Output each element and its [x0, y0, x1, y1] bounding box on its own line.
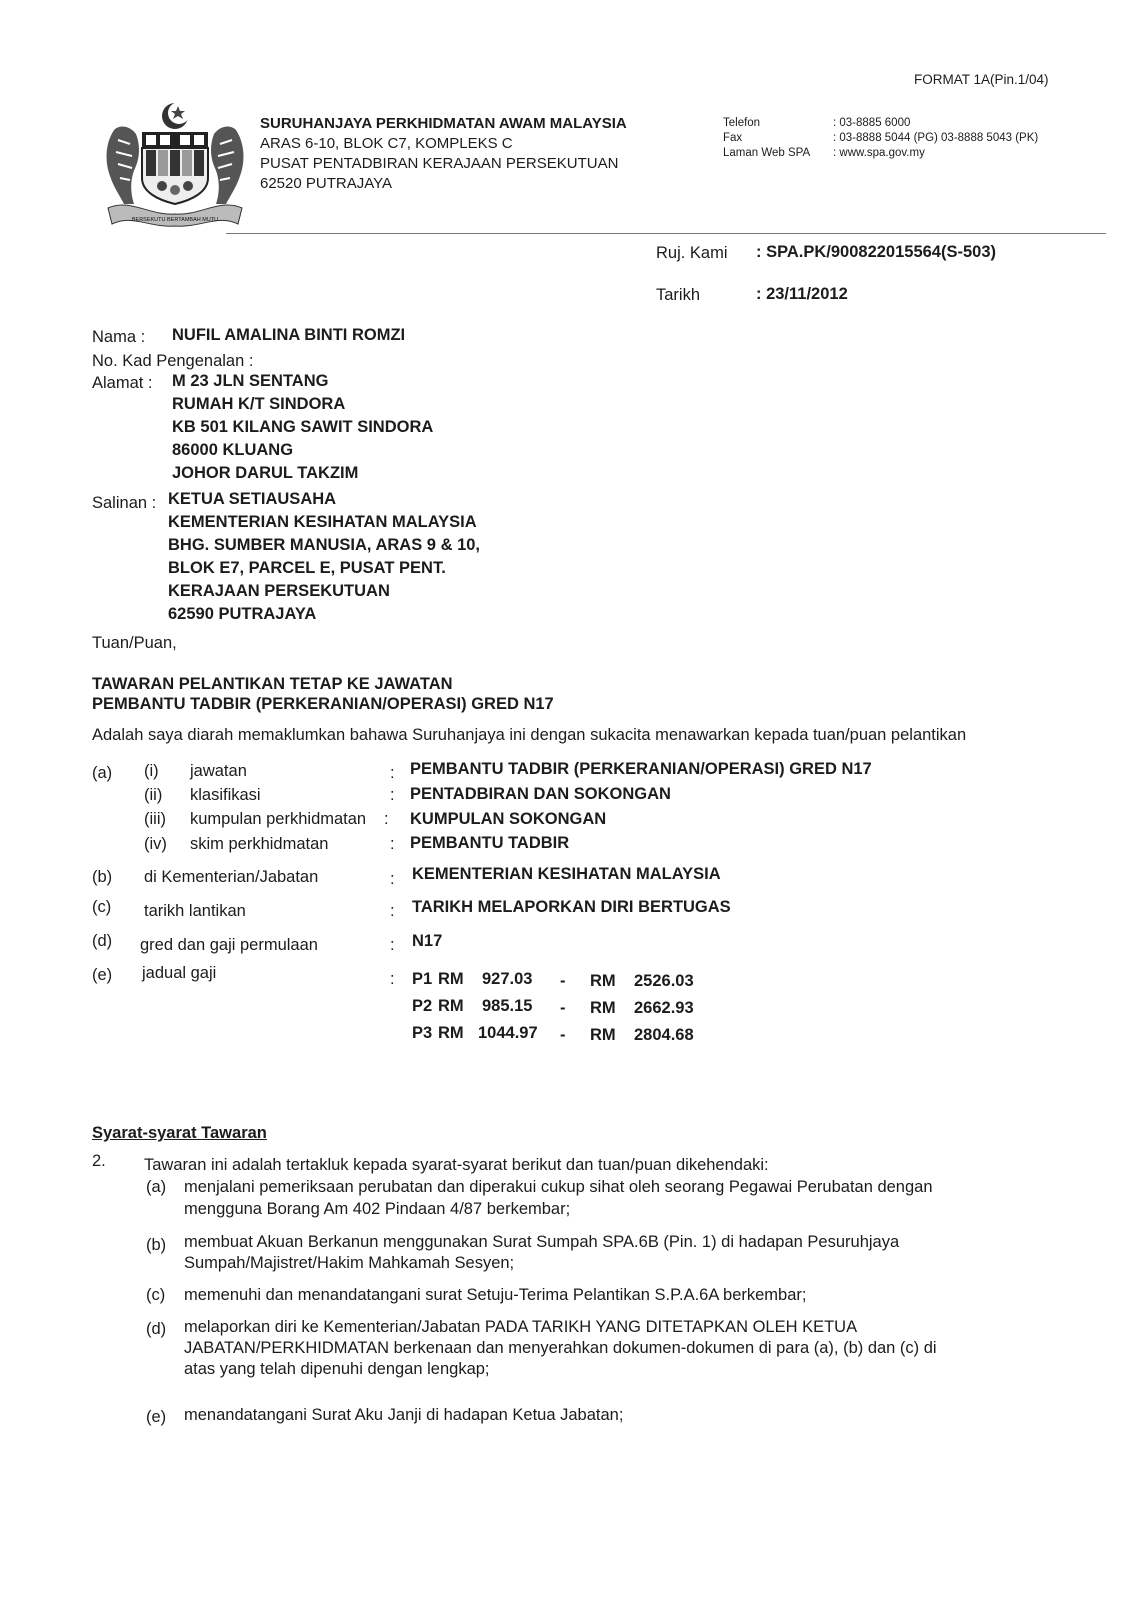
name-label: Nama : — [92, 328, 146, 346]
copy-line: KERAJAAN PERSEKUTUAN — [168, 582, 390, 600]
detail-label: jawatan — [190, 762, 247, 780]
detail-label: jadual gaji — [142, 964, 217, 982]
paragraph-text: Tawaran ini adalah tertakluk kepada syarat-syarat berikut dan tuan/puan dikehendaki: — [144, 1156, 769, 1174]
salary-currency: RM — [438, 997, 464, 1015]
detail-label: skim perkhidmatan — [190, 835, 329, 853]
contact-fax: : 03-8888 5044 (PG) 03-8888 5043 (PK) — [833, 132, 1039, 144]
detail-value: PEMBANTU TADBIR — [410, 834, 570, 852]
item-letter: (b) — [92, 868, 113, 886]
detail-colon: : — [384, 810, 389, 828]
date-value: : 23/11/2012 — [756, 285, 848, 303]
salary-currency: RM — [590, 1026, 616, 1044]
salary-currency: RM — [438, 970, 464, 988]
org-address-line: PUSAT PENTADBIRAN KERAJAAN PERSEKUTUAN — [260, 155, 619, 172]
item-letter: (e) — [92, 966, 113, 984]
condition-line: memenuhi dan menandatangani surat Setuju-Terima Pelantikan S.P.A.6A berkembar; — [184, 1286, 807, 1304]
salary-max: 2804.68 — [634, 1026, 694, 1044]
salary-currency: RM — [590, 999, 616, 1017]
condition-line: menjalani pemeriksaan perubatan dan diperakui cukup sihat oleh seorang Pegawai Perubatan dengan — [184, 1178, 933, 1196]
subject-line: TAWARAN PELANTIKAN TETAP KE JAWATAN — [92, 675, 453, 693]
address-line: M 23 JLN SENTANG — [172, 372, 329, 390]
motto-ribbon-icon — [108, 205, 242, 226]
recipient-name: NUFIL AMALINA BINTI ROMZI — [172, 326, 406, 344]
salary-level: P2 — [412, 997, 433, 1015]
ref-label: Ruj. Kami — [656, 244, 728, 262]
org-address-line: ARAS 6-10, BLOK C7, KOMPLEKS C — [260, 135, 513, 152]
detail-colon: : — [390, 764, 395, 782]
ref-number: : SPA.PK/900822015564(S-503) — [756, 243, 997, 261]
salary-currency: RM — [438, 1024, 464, 1042]
salary-min: 1044.97 — [478, 1024, 538, 1042]
org-name: SURUHANJAYA PERKHIDMATAN AWAM MALAYSIA — [260, 115, 627, 132]
salutation: Tuan/Puan, — [92, 634, 177, 652]
contact-label: Fax — [723, 132, 743, 144]
address-label: Alamat : — [92, 374, 153, 392]
condition-line: melaporkan diri ke Kementerian/Jabatan PADA TARIKH YANG DITETAPKAN OLEH KETUA — [184, 1318, 858, 1336]
org-address-line: 62520 PUTRAJAYA — [260, 175, 393, 192]
sub-num: (iv) — [144, 835, 167, 853]
salary-level: P3 — [412, 1024, 433, 1042]
format-code: FORMAT 1A(Pin.1/04) — [914, 72, 1049, 87]
detail-value: KEMENTERIAN KESIHATAN MALAYSIA — [412, 865, 721, 883]
condition-line: menandatangani Surat Aku Janji di hadapan Ketua Jabatan; — [184, 1406, 624, 1424]
detail-label: kumpulan perkhidmatan — [190, 810, 367, 828]
condition-line: membuat Akuan Berkanun menggunakan Surat Sumpah SPA.6B (Pin. 1) di hadapan Pesuruhjaya — [184, 1233, 900, 1251]
detail-colon: : — [390, 970, 395, 988]
ic-label: No. Kad Pengenalan : — [92, 352, 254, 370]
condition-letter: (a) — [146, 1178, 167, 1196]
salary-dash: - — [560, 1026, 566, 1044]
address-line: JOHOR DARUL TAKZIM — [172, 464, 359, 482]
condition-line: Sumpah/Majistret/Hakim Mahkamah Sesyen; — [184, 1254, 515, 1272]
condition-letter: (d) — [146, 1320, 167, 1338]
salary-level: P1 — [412, 970, 433, 988]
detail-colon: : — [390, 870, 395, 888]
contact-website: : www.spa.gov.my — [833, 147, 925, 159]
copy-line: KEMENTERIAN KESIHATAN MALAYSIA — [168, 513, 477, 531]
salary-dash: - — [560, 972, 566, 990]
address-line: 86000 KLUANG — [172, 441, 294, 459]
contact-phone: : 03-8885 6000 — [833, 117, 911, 129]
address-line: RUMAH K/T SINDORA — [172, 395, 346, 413]
salary-min: 927.03 — [482, 970, 533, 988]
copy-line: KETUA SETIAUSAHA — [168, 490, 337, 508]
contact-label: Laman Web SPA — [723, 147, 811, 159]
crest-motto: BERSEKUTU BERTAMBAH MUTU — [131, 217, 219, 223]
detail-value: KUMPULAN SOKONGAN — [410, 810, 607, 828]
crescent-star-icon — [162, 102, 190, 129]
coat-of-arms-icon — [100, 100, 250, 232]
detail-value: N17 — [412, 932, 443, 950]
date-label: Tarikh — [656, 286, 701, 304]
copy-line: 62590 PUTRAJAYA — [168, 605, 317, 623]
salary-dash: - — [560, 999, 566, 1017]
sub-num: (iii) — [144, 810, 166, 828]
salary-max: 2662.93 — [634, 999, 694, 1017]
copy-line: BLOK E7, PARCEL E, PUSAT PENT. — [168, 559, 446, 577]
detail-value: PEMBANTU TADBIR (PERKERANIAN/OPERASI) GRED N17 — [410, 760, 872, 778]
copy-line: BHG. SUMBER MANUSIA, ARAS 9 & 10, — [168, 536, 481, 554]
copy-label: Salinan : — [92, 494, 157, 512]
detail-value: PENTADBIRAN DAN SOKONGAN — [410, 785, 671, 803]
condition-line: atas yang telah dipenuhi dengan lengkap; — [184, 1360, 490, 1378]
subject-line: PEMBANTU TADBIR (PERKERANIAN/OPERASI) GRED N17 — [92, 695, 554, 713]
salary-currency: RM — [590, 972, 616, 990]
salary-min: 985.15 — [482, 997, 533, 1015]
detail-label: klasifikasi — [190, 786, 261, 804]
detail-value: TARIKH MELAPORKAN DIRI BERTUGAS — [412, 898, 731, 916]
condition-line: mengguna Borang Am 402 Pindaan 4/87 berkembar; — [184, 1200, 571, 1218]
detail-label: gred dan gaji permulaan — [140, 936, 318, 954]
item-letter: (d) — [92, 932, 113, 950]
detail-colon: : — [390, 902, 395, 920]
item-letter: (c) — [92, 898, 112, 916]
condition-letter: (c) — [146, 1286, 166, 1304]
contact-label: Telefon — [723, 117, 761, 129]
detail-colon: : — [390, 835, 395, 853]
paragraph-number: 2. — [92, 1152, 106, 1170]
detail-label: di Kementerian/Jabatan — [144, 868, 319, 886]
condition-line: JABATAN/PERKHIDMATAN berkenaan dan menyerahkan dokumen-dokumen di para (a), (b) dan (c) di — [184, 1339, 937, 1357]
item-letter: (a) — [92, 764, 113, 782]
header-divider — [226, 233, 1106, 234]
detail-colon: : — [390, 936, 395, 954]
detail-label: tarikh lantikan — [144, 902, 246, 920]
sub-num: (ii) — [144, 786, 163, 804]
condition-letter: (b) — [146, 1236, 167, 1254]
salary-max: 2526.03 — [634, 972, 694, 990]
conditions-heading: Syarat-syarat Tawaran — [92, 1124, 267, 1142]
shield-icon — [142, 132, 208, 204]
intro-paragraph: Adalah saya diarah memaklumkan bahawa Suruhanjaya ini dengan sukacita menawarkan kepada tuan/puan pelantikan — [92, 726, 967, 744]
detail-colon: : — [390, 786, 395, 804]
condition-letter: (e) — [146, 1408, 167, 1426]
sub-num: (i) — [144, 762, 159, 780]
address-line: KB 501 KILANG SAWIT SINDORA — [172, 418, 434, 436]
